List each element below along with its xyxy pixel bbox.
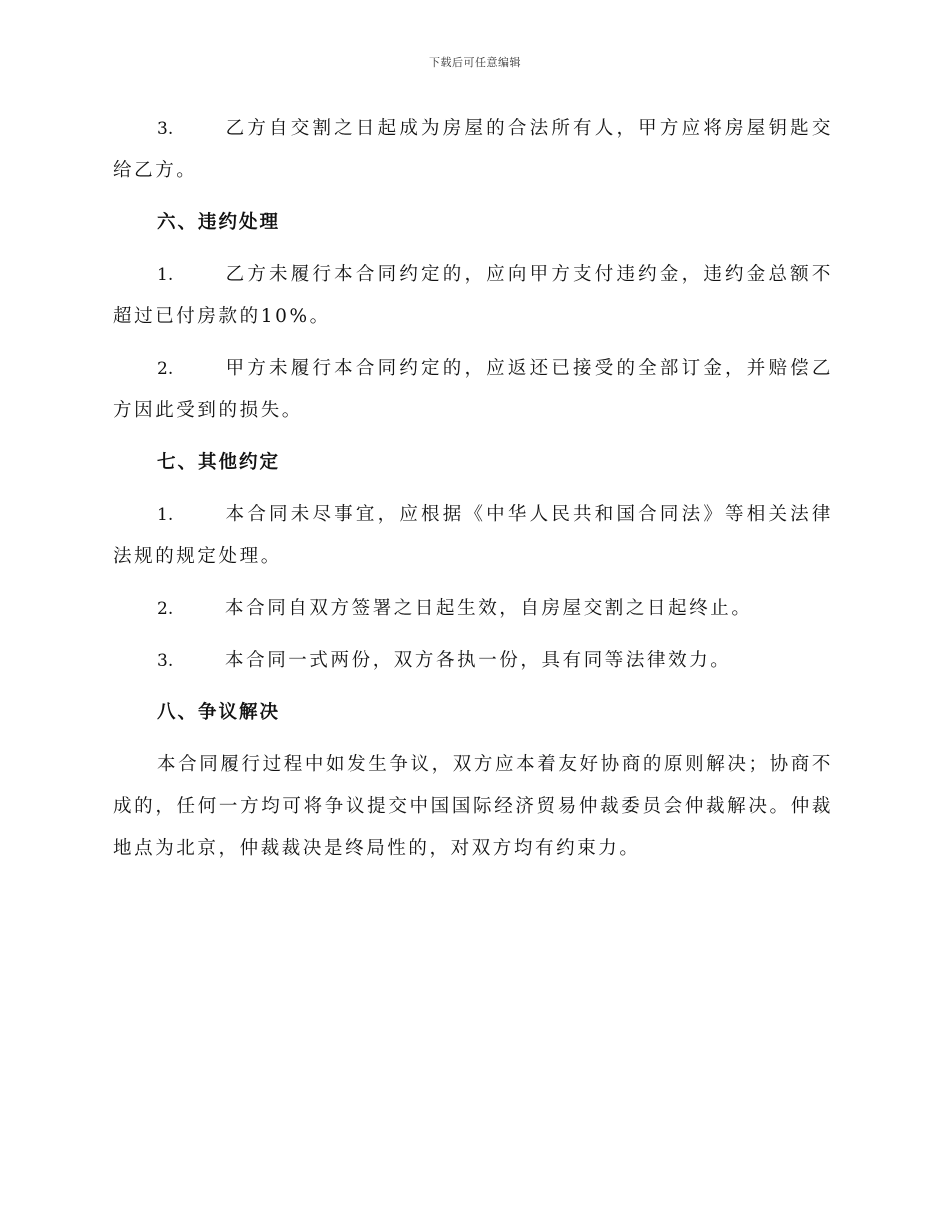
item-text: 乙方未履行本合同约定的，应向甲方支付违约金，违约金总额不超过已付房款的10%。	[113, 264, 833, 327]
section-heading-other: 七、其他约定	[157, 452, 281, 473]
item-text: 本合同一式两份，双方各执一份，具有同等法律效力。	[225, 650, 732, 671]
page-header: 下载后可任意编辑	[429, 56, 521, 69]
item-text: 甲方未履行本合同约定的，应返还已接受的全部订金，并赔偿乙方因此受到的损失。	[113, 358, 833, 421]
list-item	[113, 254, 833, 338]
list-item	[113, 588, 833, 630]
item-text: 乙方自交割之日起成为房屋的合法所有人，甲方应将房屋钥匙交给乙方。	[113, 118, 833, 181]
item-number: 2.	[157, 599, 174, 619]
item-number: 1.	[157, 505, 174, 525]
item-number: 2.	[157, 359, 174, 379]
list-item	[113, 640, 833, 682]
item-text: 本合同自双方签署之日起生效，自房屋交割之日起终止。	[225, 598, 753, 619]
document-body	[113, 108, 833, 880]
item-number: 1.	[157, 265, 174, 285]
list-item	[113, 494, 833, 578]
item-number: 3.	[157, 651, 174, 671]
item-text: 本合同未尽事宜，应根据《中华人民共和国合同法》等相关法律法规的规定处理。	[113, 504, 833, 567]
item-number: 3.	[157, 119, 174, 139]
dispute-paragraph: 本合同履行过程中如发生争议，双方应本着友好协商的原则解决；协商不成的，任何一方均可将争议提交中国国际经济贸易仲裁委员会仲裁解决。仲裁地点为北京，仲裁裁决是终局性的，对双方均有约束力。	[113, 754, 833, 859]
list-item	[113, 108, 833, 192]
section-heading-dispute: 八、争议解决	[157, 702, 281, 723]
list-item	[113, 348, 833, 432]
section-heading-breach: 六、违约处理	[157, 212, 281, 233]
